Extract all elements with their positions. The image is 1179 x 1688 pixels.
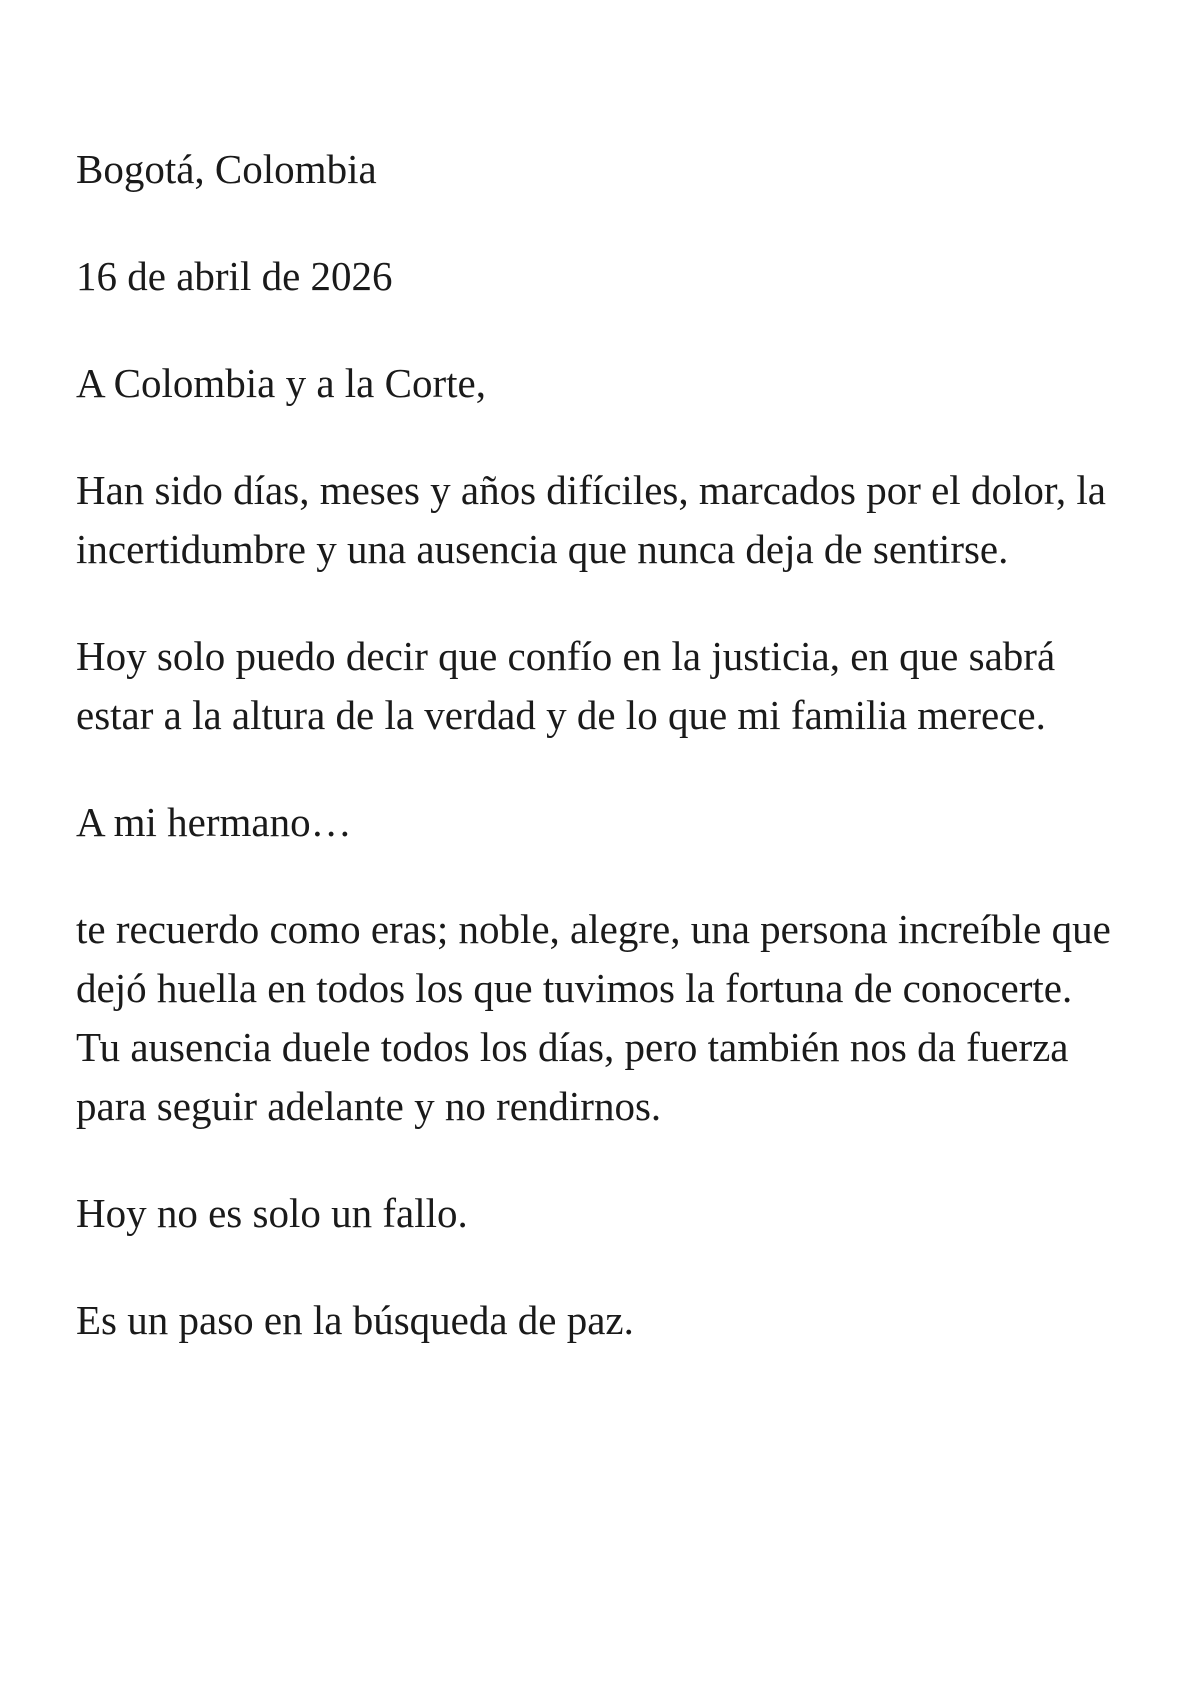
letter-paragraph: Han sido días, meses y años difíciles, marcados por el dolor, la incertidumbre y una ausencia que nunca deja de sentirse. — [76, 467, 1106, 572]
letter-body — [76, 140, 1116, 1398]
letter-paragraph: Hoy solo puedo decir que confío en la justicia, en que sabrá estar a la altura de la verdad y de lo que mi familia merece. — [76, 633, 1056, 738]
letter-location: Bogotá, Colombia — [76, 146, 377, 192]
letter-paragraph: A mi hermano… — [76, 799, 352, 845]
letter-salutation: A Colombia y a la Corte, — [76, 360, 486, 406]
letter-paragraph: Es un paso en la búsqueda de paz. — [76, 1297, 634, 1343]
letter-paragraph: Hoy no es solo un fallo. — [76, 1190, 468, 1236]
letter-paragraph: te recuerdo como eras; noble, alegre, una persona increíble que dejó huella en todos los que tuvimos la fortuna de conocerte. Tu ausencia duele todos los días, pero también nos da fuerza para seguir adelante y no rendirnos. — [76, 906, 1111, 1129]
letter-date: 16 de abril de 2026 — [76, 253, 393, 299]
